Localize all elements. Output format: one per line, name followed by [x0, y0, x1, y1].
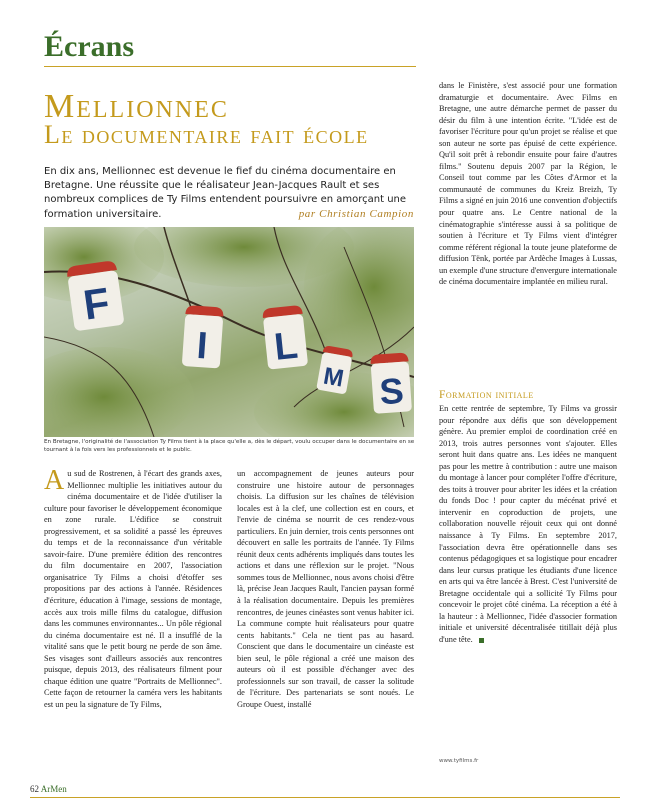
website-link[interactable]: www.tyfilms.fr: [439, 758, 479, 764]
flag-l: [262, 305, 308, 370]
column-3-continued: [439, 403, 617, 645]
page-number: 62: [30, 784, 39, 794]
flag-letter-s: S: [378, 369, 405, 413]
column-2-text: un accompagnement de jeunes auteurs pour construire une histoire autour de personnages choisis. La diffusion sur les chaînes de télévision locales est à la clef, une collection est en cours, et l'envie de cinéma se nourrit de ces rendez-vous particuliers. En juin dernier, trois cents personnes ont découvert en salle les portraits de l'année. Ty Films réunit deux cents adhérents impliqués dans toutes les actions et dans une réflexion sur le projet. "Nous sommes tous de Mellionnec, nous avons choisi d'être là, précise Jean Jacques Rault, l'ancien paysan formé à la réalisation documentaire. Depuis les premières rencontres, de jeunes cinéastes sont venus habiter ici. La commune compte huit réalisateurs pour quatre cents habitants." Cela ne tient pas au hasard. Conscient que dans le documentaire un cinéaste est bien seul, le pôle régional a créé une maison des auteurs où il est possible d'échanger avec des professionnels sur son travail, de casser la solitude de l'écriture. Des partenariats se sont noués. Le Groupe Ouest, installé: [237, 469, 414, 709]
column-1: [44, 465, 222, 710]
byline: par Christian Campion: [298, 208, 414, 220]
column-3: [439, 80, 617, 288]
flag-i: [182, 305, 224, 369]
flag-s: [370, 352, 412, 414]
photo-illustration: [44, 227, 414, 437]
photo-caption: En Bretagne, l'originalité de l'association Ty Films tient à la place qu'elle a, dès le départ, voulu occuper dans le documentaire en se tournant à la fois vers les professionnels et le public.: [44, 439, 415, 453]
column-1-text: u sud de Rostrenen, à l'écart des grands axes, Mellionnec multiplie les initiatives autour du cinéma documentaire et de l'idée d'utiliser la culture pour favoriser le développement économique en zone rurale. L'édifice se construit progressivement, et sa solidité a passé les épreuves du temps et de la reconnaissance d'un véritable savoir-faire. D'une première édition des rencontres du film documentaire en 2007, l'association organisatrice Ty Films a choisi d'étoffer ses propositions par des actions à l'année. Résidences d'écriture, éducation à l'image, sessions de montage, accès aux trois mille films du catalogue, diffusion dans les communes environnantes... Un pôle régional du cinéma documentaire est né. Il a insufflé de la vitalité sans que le petit bourg ne perde de son âme. Ses visages sont d'ailleurs associés aux rencontres puisque, depuis 2013, des réalisateurs filment pour chaque édition une quatre "Portraits de Mellionnec". Cette façon de retourner la caméra vers les habitants est un peu la signature de Ty Films,: [44, 469, 222, 709]
magazine-name: ArMen: [40, 784, 67, 794]
column-3-continued-text: En cette rentrée de septembre, Ty Films va grossir pour répondre aux défis que son développement génère. Au premier emploi de coordination créé en 2013, trois autres personnes vont s'ajouter. Elles seront huit dans quatre ans. Les idées ne manquent pas pour les mettre à contribution : autre une maison du montage à lancer pour compléter l'offre d'écriture, des toits à trouver pour abriter les idées et la création du fonds Doc ! pour capter du mécénat privé et intervenir en coproduction de projets, une collaboration nouvelle réjouit ceux qui ont donné naissance à Ty Films. En septembre 2017, l'association devra être opérationnelle dans ses contenus pédagogiques et sa logistique pour encadrer dans leur cursus pratique les étudiants d'une licence en arts qui va être lancée à Brest. C'est l'université de Bretagne occidentale qui a sollicité Ty Films pour concevoir le projet côté cinéma. La réception a été à la hauteur : à Mellionnec, l'idée d'associer formation initiale et université décentralisée titillait déjà plus d'une tête.: [439, 404, 617, 644]
flag-letter-i: I: [195, 324, 209, 368]
article-lead: En dix ans, Mellionnec est devenue le fief du cinéma documentaire en Bretagne. Une réussite que le réalisateur Jean-Jacques Rault et ses nombreux complices de Ty Films entendent poursuivre en amorçant une formation universitaire.: [44, 166, 407, 220]
subheading: Formation initiale: [439, 389, 534, 401]
flag-letter-l: L: [272, 324, 300, 369]
column-3-text: dans le Finistère, s'est associé pour une formation dramaturgie et documentaire. Avec Films en Bretagne, une autre démarche permet de passer du désir du film à une intention écrite. "L'idée est de favoriser l'écriture pour qu'un projet se réalise et que son auteur ne sorte pas épuisé de cette expérience. Qu'il soit prêt à rebondir ensuite pour faire d'autres films." Soutenu depuis 2007 par la Région, le Conseil tout comme par les Côtes d'Armor et la communauté de communes du Kreiz Breizh, Ty Films a signé en juin 2016 une convention d'objectifs pour quatre ans. Le Centre national de la cinématographie s'intéresse aussi à sa politique de soutien à l'écriture et Ty Films vient d'intégrer comme référent régional la toute jeune plateforme de diffusion Tënk, portée par Ardèche Images à Lussas, un exemple d'une structure d'envergure internationale de cinéma documentaire implantée en milieu rural.: [439, 81, 617, 287]
page-footer: [30, 784, 67, 794]
article-photo: [44, 227, 414, 437]
flag-letter-f: F: [80, 278, 113, 329]
section-title: Écrans: [44, 30, 134, 63]
section-rule: [44, 66, 416, 67]
footer-rule: [30, 797, 620, 798]
flag-letter-m: M: [321, 362, 346, 393]
article-subtitle: Le documentaire fait école: [44, 120, 369, 149]
end-mark-icon: [479, 638, 484, 643]
article-title: Mellionnec: [44, 88, 229, 125]
column-2: [237, 468, 414, 710]
drop-cap: A: [44, 465, 65, 496]
